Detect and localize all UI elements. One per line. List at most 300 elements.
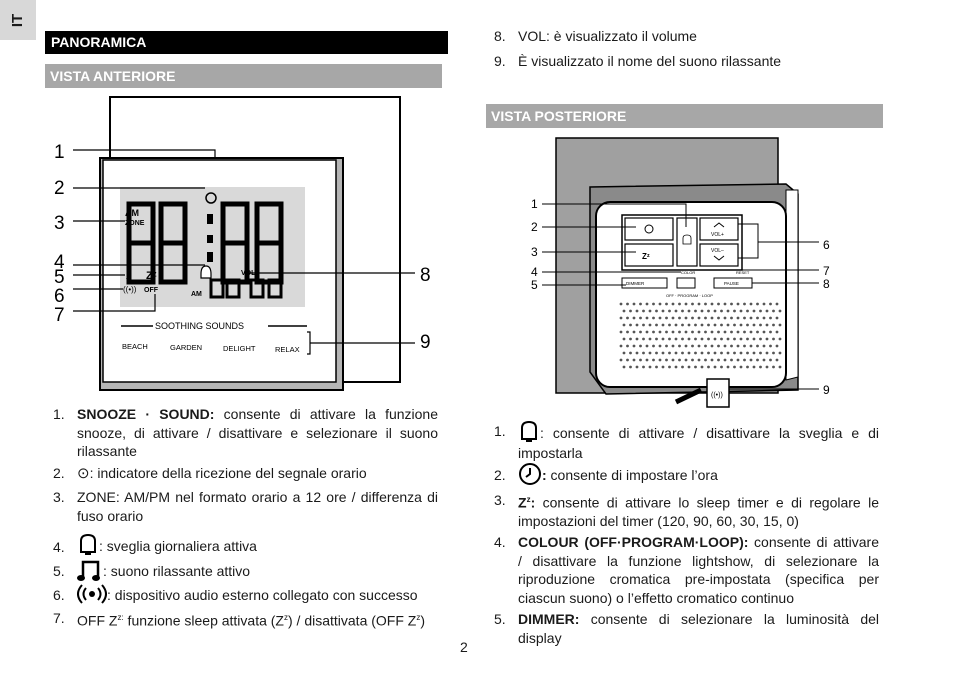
back-item-4-num: 4. [494, 534, 506, 550]
grill-dot [636, 366, 639, 369]
item-1-desc: consente di attivare la funzione snooze, di attivare / disattivare e selezionare il suono rilassante [77, 406, 439, 459]
lcd-am-label: AM [125, 208, 139, 218]
grill-dot [737, 317, 740, 320]
grill-dot [714, 324, 717, 327]
grill-dot [724, 303, 727, 306]
grill-dot [681, 352, 684, 355]
grill-dot [720, 352, 723, 355]
grill-dot [688, 310, 691, 313]
grill-dot [740, 324, 743, 327]
grill-dot [772, 366, 775, 369]
signal-icon: ⊙ [77, 465, 90, 482]
grill-dot [704, 345, 707, 348]
grill-dot [668, 366, 671, 369]
grill-dot [756, 359, 759, 362]
alarm-icon [518, 420, 540, 444]
grill-dot [629, 324, 632, 327]
grill-dot [636, 352, 639, 355]
grill-dot [750, 317, 753, 320]
grill-dot [714, 366, 717, 369]
grill-dot [665, 331, 668, 334]
grill-dot [620, 303, 623, 306]
grill-dot [779, 352, 782, 355]
grill-dot [763, 359, 766, 362]
grill-dot [717, 359, 720, 362]
grill-dot [662, 338, 665, 341]
grill-dot [704, 359, 707, 362]
grill-dot [655, 324, 658, 327]
grill-dot [779, 366, 782, 369]
grill-dot [698, 359, 701, 362]
grill-dot [750, 331, 753, 334]
grill-dot [620, 345, 623, 348]
grill-dot [714, 310, 717, 313]
grill-dot [623, 324, 626, 327]
grill-dot [733, 352, 736, 355]
grill-dot [724, 331, 727, 334]
grill-dot [743, 359, 746, 362]
grill-dot [655, 366, 658, 369]
grill-dot [717, 331, 720, 334]
callout-6: 6 [54, 286, 65, 307]
item-5-text [77, 558, 438, 582]
grill-dot [694, 338, 697, 341]
grill-dot [730, 331, 733, 334]
grill-dot [672, 331, 675, 334]
grill-dot [698, 303, 701, 306]
grill-dot [694, 352, 697, 355]
grill-dot [626, 303, 629, 306]
dimmer-label: DIMMER [626, 281, 645, 286]
back-item-5-text [518, 610, 879, 647]
subsection-front-view: VISTA ANTERIORE [45, 64, 442, 88]
grill-dot [717, 303, 720, 306]
grill-dot [659, 303, 662, 306]
callout-4: 4 [54, 252, 65, 273]
back-callout-3: 3 [531, 245, 538, 259]
grill-dot [756, 303, 759, 306]
section-title: PANORAMICA [45, 31, 448, 54]
audio-device-icon [77, 583, 107, 605]
grill-dot [681, 366, 684, 369]
item-4-text [77, 533, 438, 557]
item-3-text: ZONE: AM/PM nel formato orario a 12 ore / differenza di fuso orario [77, 489, 438, 524]
grill-dot [639, 345, 642, 348]
grill-dot [646, 317, 649, 320]
sound-beach: BEACH [122, 342, 148, 351]
grill-dot [698, 331, 701, 334]
grill-dot [675, 338, 678, 341]
grill-dot [678, 331, 681, 334]
grill-dot [776, 345, 779, 348]
grill-dot [753, 324, 756, 327]
language-tab [0, 0, 36, 40]
grill-dot [662, 310, 665, 313]
lcd-zone-label: ZONE [125, 220, 145, 227]
grill-dot [769, 345, 772, 348]
grill-dot [730, 317, 733, 320]
grill-dot [655, 310, 658, 313]
item-7-a: OFF Z [77, 612, 118, 629]
grill-dot [649, 338, 652, 341]
item-6-num: 6. [53, 587, 65, 603]
grill-dot [727, 310, 730, 313]
grill-dot [626, 331, 629, 334]
grill-dot [740, 338, 743, 341]
grill-dot [665, 317, 668, 320]
grill-dot [668, 338, 671, 341]
grill-dot [720, 324, 723, 327]
item-2-text [77, 464, 438, 484]
back-item-4-bold: COLOUR (OFF·PROGRAM·LOOP): [518, 534, 749, 550]
grill-dot [633, 345, 636, 348]
grill-dot [776, 359, 779, 362]
grill-dot [740, 310, 743, 313]
grill-dot [701, 324, 704, 327]
item-9-num: 9. [494, 53, 506, 69]
grill-dot [711, 345, 714, 348]
grill-dot [691, 345, 694, 348]
back-item-2-num: 2. [494, 467, 506, 483]
grill-dot [733, 310, 736, 313]
grill-dot [707, 324, 710, 327]
grill-dot [649, 324, 652, 327]
item-9-text: È visualizzato il nome del suono rilassante [518, 53, 782, 69]
back-item-3-sup: z [526, 495, 531, 504]
sound-garden: GARDEN [170, 343, 203, 352]
lcd-vol-label: VOL [241, 270, 256, 277]
item-7-b: funzione sleep attivata (Z [123, 612, 284, 629]
grill-dot [707, 352, 710, 355]
grill-dot [704, 317, 707, 320]
grill-dot [769, 317, 772, 320]
grill-dot [691, 303, 694, 306]
grill-dot [730, 303, 733, 306]
back-item-2-bold: : [542, 467, 547, 483]
grill-dot [753, 310, 756, 313]
back-item-2-desc: consente di impostare l’ora [546, 467, 718, 483]
front-view-list [53, 405, 438, 645]
grill-dot [776, 317, 779, 320]
back-item-1-text [518, 420, 879, 463]
grill-dot [759, 338, 762, 341]
grill-dot [711, 317, 714, 320]
grill-dot [623, 310, 626, 313]
grill-dot [665, 359, 668, 362]
grill-dot [763, 345, 766, 348]
grill-dot [675, 352, 678, 355]
grill-dot [772, 324, 775, 327]
grill-dot [623, 338, 626, 341]
callout-2: 2 [54, 178, 65, 199]
grill-dot [668, 352, 671, 355]
item-7-text [77, 609, 438, 630]
callout-7: 7 [54, 305, 65, 326]
alarm-bell-icon [201, 266, 211, 278]
clock-icon [518, 462, 542, 486]
grill-dot [652, 331, 655, 334]
grill-dot [639, 303, 642, 306]
grill-dot [769, 303, 772, 306]
item-4-num: 4. [53, 539, 65, 555]
grill-dot [685, 331, 688, 334]
grill-dot [766, 352, 769, 355]
lcd-colon-bot [207, 252, 213, 262]
grill-dot [662, 366, 665, 369]
grill-dot [724, 317, 727, 320]
grill-dot [626, 345, 629, 348]
grill-dot [701, 352, 704, 355]
grill-dot [737, 359, 740, 362]
item-5-num: 5. [53, 563, 65, 579]
grill-dot [714, 338, 717, 341]
grill-dot [659, 331, 662, 334]
grill-dot [737, 303, 740, 306]
grill-dot [707, 338, 710, 341]
language-tab-label: IT [9, 13, 27, 27]
grill-dot [707, 366, 710, 369]
color-label: COLOR [681, 270, 696, 275]
grill-dot [772, 310, 775, 313]
grill-dot [688, 366, 691, 369]
grill-dot [779, 324, 782, 327]
grill-dot [763, 331, 766, 334]
grill-dot [737, 345, 740, 348]
loop-label: OFF · PROGRAM · LOOP [666, 293, 713, 298]
grill-dot [633, 331, 636, 334]
callout-5: 5 [54, 267, 65, 288]
grill-dot [672, 303, 675, 306]
grill-dot [681, 324, 684, 327]
grill-dot [662, 352, 665, 355]
grill-dot [675, 324, 678, 327]
grill-dot [629, 366, 632, 369]
grill-dot [620, 331, 623, 334]
grill-dot [701, 310, 704, 313]
callout-8: 8 [420, 265, 431, 286]
grill-dot [678, 303, 681, 306]
item-6-text [77, 583, 438, 605]
grill-dot [639, 317, 642, 320]
back-item-5-num: 5. [494, 611, 506, 627]
grill-dot [646, 359, 649, 362]
audio-device-icon: ((•)) [123, 285, 137, 294]
grill-dot [662, 324, 665, 327]
audio-jack-icon: ((•)) [711, 392, 723, 399]
grill-dot [691, 359, 694, 362]
grill-dot [772, 352, 775, 355]
grill-dot [746, 366, 749, 369]
lcd-colon-top [207, 214, 213, 224]
grill-dot [733, 366, 736, 369]
item-1-num: 1. [53, 406, 65, 422]
back-callout-1: 1 [531, 197, 538, 211]
grill-dot [633, 317, 636, 320]
grill-dot [642, 310, 645, 313]
grill-dot [730, 345, 733, 348]
grill-dot [714, 352, 717, 355]
grill-dot [740, 352, 743, 355]
grill-dot [629, 352, 632, 355]
callout-1: 1 [54, 142, 65, 163]
alarm-icon [77, 533, 99, 557]
lcd-off-label: OFF [144, 287, 158, 294]
grill-dot [672, 345, 675, 348]
pause-label: PAUSE [724, 281, 739, 286]
grill-dot [776, 303, 779, 306]
back-callout-7: 7 [823, 264, 830, 278]
grill-dot [720, 310, 723, 313]
grill-dot [707, 310, 710, 313]
grill-dot [685, 345, 688, 348]
grill-dot [766, 310, 769, 313]
grill-dot [763, 303, 766, 306]
item-5-desc: : suono rilassante attivo [103, 563, 251, 579]
back-callout-8: 8 [823, 277, 830, 291]
grill-dot [655, 338, 658, 341]
item-6-desc: : dispositivo audio esterno collegato con successo [107, 587, 418, 603]
grill-dot [698, 317, 701, 320]
grill-dot [681, 338, 684, 341]
grill-dot [759, 366, 762, 369]
grill-dot [756, 331, 759, 334]
grill-dot [694, 366, 697, 369]
back-item-3-bold2: : [530, 494, 536, 511]
grill-dot [668, 310, 671, 313]
grill-dot [743, 303, 746, 306]
grill-dot [759, 352, 762, 355]
grill-dot [743, 331, 746, 334]
subsection-back-view: VISTA POSTERIORE [486, 104, 883, 128]
back-callout-6: 6 [823, 238, 830, 252]
grill-dot [685, 317, 688, 320]
grill-dot [685, 303, 688, 306]
grill-dot [750, 345, 753, 348]
back-item-2-text [518, 462, 879, 486]
grill-dot [646, 303, 649, 306]
grill-dot [646, 331, 649, 334]
grill-dot [655, 352, 658, 355]
grill-dot [665, 303, 668, 306]
item-2-desc: : indicatore della ricezione del segnale orario [89, 465, 367, 481]
grill-dot [620, 359, 623, 362]
lcd-am-small: AM [191, 291, 202, 298]
item-8-text: VOL: è visualizzato il volume [518, 28, 697, 44]
grill-dot [642, 324, 645, 327]
back-item-4-desc: consente di attivare / disattivare la funzione lightshow, di selezionare la riproduzione cromatica pre-impostata (specifica per ciascun suono) o l’effetto cromatico continuo [518, 534, 879, 606]
grill-dot [642, 338, 645, 341]
grill-dot [629, 338, 632, 341]
grill-dot [733, 338, 736, 341]
grill-dot [717, 345, 720, 348]
grill-dot [678, 317, 681, 320]
grill-dot [711, 303, 714, 306]
grill-dot [626, 359, 629, 362]
back-item-3-desc: consente di attivare lo sleep timer e di regolare le impostazioni del timer (120, 90, 60, 30, 15, 0) [518, 494, 879, 530]
grill-dot [776, 331, 779, 334]
grill-dot [753, 352, 756, 355]
grill-dot [672, 317, 675, 320]
grill-dot [743, 345, 746, 348]
grill-dot [753, 366, 756, 369]
grill-dot [720, 366, 723, 369]
grill-dot [756, 345, 759, 348]
grill-dot [772, 338, 775, 341]
back-item-4-text [518, 533, 879, 607]
grill-dot [704, 331, 707, 334]
grill-dot [727, 366, 730, 369]
callout-9: 9 [420, 332, 431, 353]
alarm-button [677, 218, 697, 266]
grill-dot [652, 303, 655, 306]
grill-dot [633, 303, 636, 306]
grill-dot [727, 324, 730, 327]
grill-dot [779, 310, 782, 313]
back-item-1-num: 1. [494, 423, 506, 439]
grill-dot [759, 310, 762, 313]
back-item-1-desc: : consente di attivare / disattivare la sveglia e di impostarla [518, 425, 879, 461]
grill-dot [688, 324, 691, 327]
sound-relax: RELAX [275, 345, 300, 354]
item-7-num: 7. [53, 610, 65, 626]
grill-dot [733, 324, 736, 327]
lcd-colon-mid [207, 235, 213, 243]
grill-dot [769, 331, 772, 334]
item-7-sup3: z [416, 613, 421, 622]
grill-dot [688, 338, 691, 341]
grill-dot [724, 345, 727, 348]
back-view-diagram [486, 132, 886, 414]
item-7-c: ) / disattivata (OFF Z [287, 612, 417, 629]
grill-dot [691, 317, 694, 320]
grill-dot [730, 359, 733, 362]
grill-dot [711, 331, 714, 334]
grill-dot [704, 303, 707, 306]
grill-dot [672, 359, 675, 362]
back-view-list [494, 414, 879, 646]
grill-dot [711, 359, 714, 362]
grill-dot [639, 331, 642, 334]
item-7-sup2: z [283, 613, 288, 622]
grill-dot [750, 303, 753, 306]
grill-dot [724, 359, 727, 362]
grill-dot [756, 317, 759, 320]
grill-dot [763, 317, 766, 320]
back-item-3-bold: Z [518, 494, 527, 511]
item-3-num: 3. [53, 489, 65, 505]
grill-dot [652, 359, 655, 362]
grill-dot [743, 317, 746, 320]
lcd-zz-label: Zᶻ [146, 270, 157, 282]
grill-dot [649, 366, 652, 369]
grill-dot [678, 359, 681, 362]
grill-dot [620, 317, 623, 320]
grill-dot [681, 310, 684, 313]
callout-3: 3 [54, 213, 65, 234]
grill-dot [698, 345, 701, 348]
grill-dot [766, 324, 769, 327]
right-top-list [494, 27, 884, 77]
item-1-text [77, 405, 438, 461]
grill-dot [701, 338, 704, 341]
vol-plus-label: VOL+ [711, 232, 724, 238]
grill-dot [717, 317, 720, 320]
grill-dot [737, 331, 740, 334]
grill-dot [626, 317, 629, 320]
grill-dot [688, 352, 691, 355]
grill-dot [649, 352, 652, 355]
grill-dot [629, 310, 632, 313]
